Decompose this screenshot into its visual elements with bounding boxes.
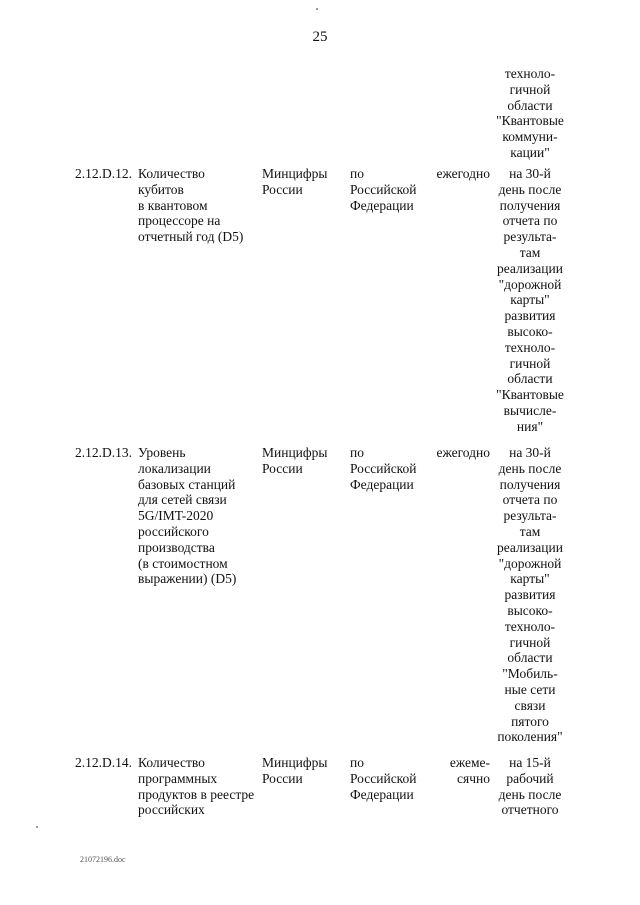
indicator-level: по Российской Федерации xyxy=(350,755,417,802)
document-footer: 21072196.doc xyxy=(80,855,126,864)
responsible-org: Минцифры России xyxy=(262,755,328,786)
indicator-number: 2.12.D.13. xyxy=(75,445,132,460)
indicator-number: 2.12.D.12. xyxy=(75,166,132,181)
indicator-frequency: ежеме- сячно xyxy=(449,755,490,786)
scan-speck xyxy=(316,8,318,10)
indicator-frequency: ежегодно xyxy=(436,166,490,181)
indicator-frequency: ежегодно xyxy=(436,445,490,460)
responsible-org: Минцифры России xyxy=(262,166,328,197)
indicator-deadline: на 30-й день после получения отчета по результа- там реализации "дорожной карты" развития высоко- техноло- гичной области "Мобиль- ные сети связи пятого поколения" xyxy=(497,445,563,745)
page-number: 25 xyxy=(312,29,328,45)
responsible-org: Минцифры России xyxy=(262,445,328,476)
indicator-level: по Российской Федерации xyxy=(350,445,417,492)
indicator-name: Уровень локализации базовых станций для сетей связи 5G/IMT-2020 российского производства (в стоимостном выражении) (D5) xyxy=(138,445,237,587)
indicator-deadline: на 30-й день после получения отчета по результа- там реализации "дорожной карты" развития высоко- техноло- гичной области "Квантовые вычисле- ния" xyxy=(496,166,564,434)
scan-speck xyxy=(36,826,38,828)
indicator-level: по Российской Федерации xyxy=(350,166,417,213)
indicator-number: 2.12.D.14. xyxy=(75,755,132,770)
carryover-deadline: техноло- гичной области "Квантовые коммуни- кации" xyxy=(496,66,564,160)
indicator-name: Количество программных продуктов в реестре российских xyxy=(138,755,255,818)
indicator-name: Количество кубитов в квантовом процессоре на отчетный год (D5) xyxy=(138,166,244,245)
indicator-deadline: на 15-й рабочий день после отчетного xyxy=(498,755,562,818)
